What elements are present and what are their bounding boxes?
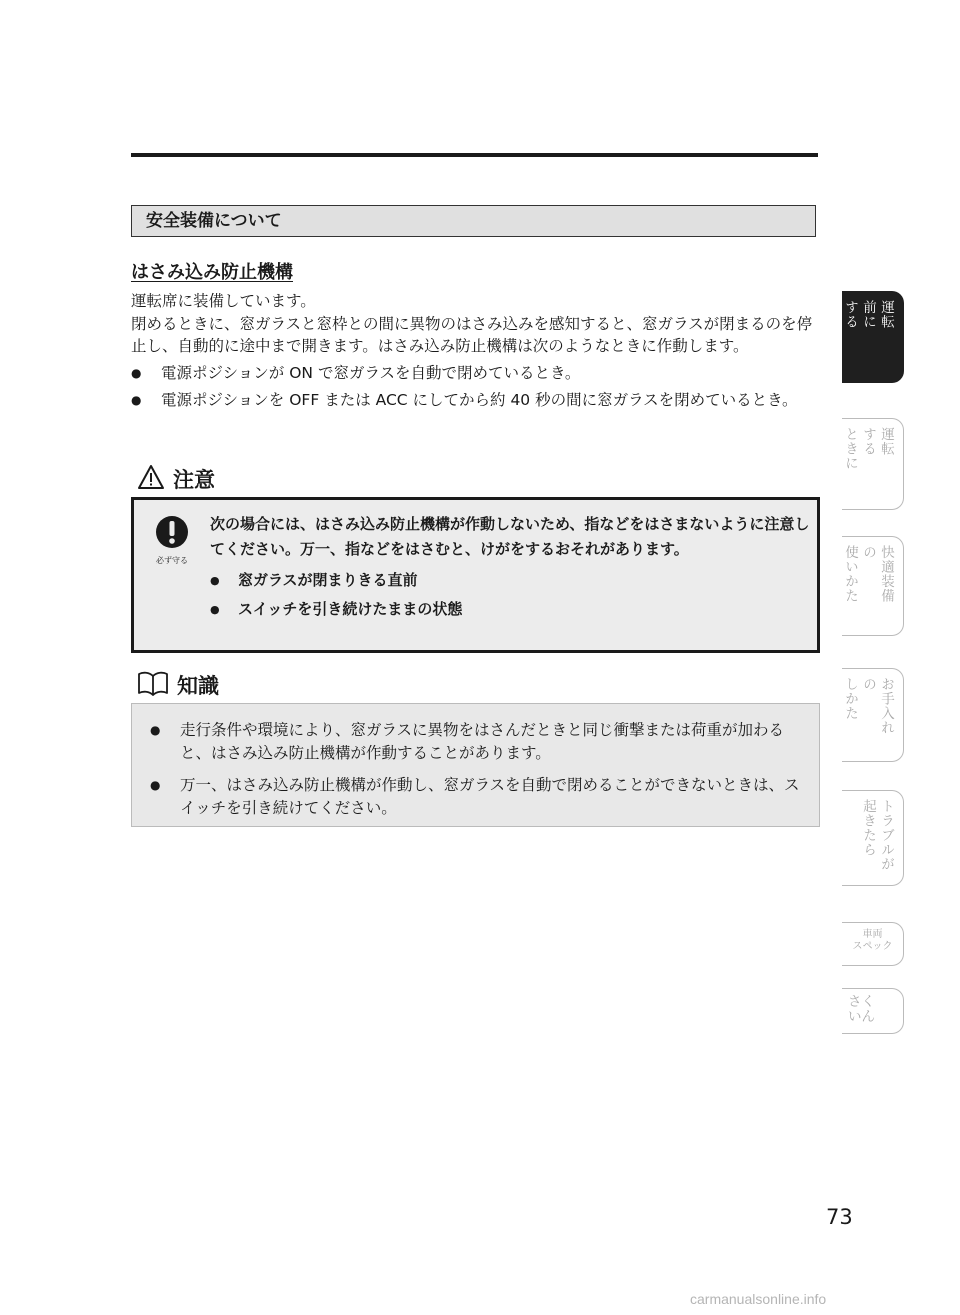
section-title: 安全装備について [131,205,816,237]
side-tab-while-driving[interactable] [842,418,904,510]
tab-line: の [860,677,876,692]
caution-list [210,568,810,622]
top-rule [131,153,818,157]
list-item: ● 電源ポジションが ON で窓ガラスを自動で閉めているとき。 [131,362,821,385]
tab-line: 快適装備 [878,545,894,603]
warning-triangle-icon [137,464,165,494]
tab-line: ときに [842,427,858,471]
side-tab-comfort-features[interactable] [842,536,904,636]
caution-heading [137,464,215,494]
tab-line: トラブルが [878,799,894,872]
tab-line: する [860,427,876,456]
knowledge-item: ● 走行条件や環境により、窓ガラスに異物をはさんだときと同じ衝撃または荷重が加わると、はさみ込み防止機構が作動することがあります。 [150,719,810,765]
intro-paragraph: 閉めるときに、窓ガラスと窓枠との間に異物のはさみ込みを感知すると、窓ガラスが閉まるのを停止し、自動的に途中まで開きます。はさみ込み防止機構は次のようなときに作動します。 [131,314,813,355]
must-observe-caption: 必ず守る [156,556,188,565]
caution-item: ● 窓ガラスが閉まりきる直前 [210,568,810,593]
subheading: はさみ込み防止機構 [131,262,293,283]
tab-line: 車両 [862,929,883,940]
caution-item: ● スイッチを引き続けたままの状態 [210,597,810,622]
side-tab-maintenance[interactable] [842,668,904,762]
tab-line: する [842,300,858,329]
knowledge-label: 知識 [177,674,219,698]
tab-line: 使いかた [842,545,858,603]
knowledge-box [131,703,820,827]
caution-text [210,512,810,626]
intro-body [131,290,821,417]
tab-line: スペック [852,941,893,952]
side-tab-before-driving[interactable] [842,291,904,383]
side-tab-specifications[interactable] [842,922,904,966]
tab-line: さく [848,994,875,1010]
list-item: ● 電源ポジションを OFF または ACC にしてから約 40 秒の間に窓ガラスを閉めているとき。 [131,389,821,412]
side-tab-troubleshooting[interactable] [842,790,904,886]
page-number: 73 [826,1205,853,1229]
tab-line: しかた [842,677,858,721]
knowledge-item: ● 万一、はさみ込み防止機構が作動し、窓ガラスを自動で閉めることができないときは、スイッチを引き続けてください。 [150,774,810,820]
tab-line: 前に [860,300,876,329]
tab-line: お手入れ [878,677,894,735]
knowledge-list [150,719,810,829]
side-tab-index[interactable] [842,988,904,1034]
caution-paragraph: 次の場合には、はさみ込み防止機構が作動しないため、指などをはさまないように注意してください。万一、指などをはさむと、けがをするおそれがあります。 [210,515,810,558]
must-observe-icon [152,514,192,566]
tab-line: 運転 [878,300,894,329]
tab-line: 運転 [878,427,894,456]
caution-label: 注意 [173,468,215,492]
activation-list [131,362,821,412]
tab-line: の [860,545,876,560]
tab-line: 起きたら [860,799,876,857]
book-icon [137,670,169,700]
tab-line: いん [848,1009,875,1025]
intro-line: 運転席に装備しています。 [131,292,316,310]
caution-box [131,497,820,653]
watermark: carmanualsonline.info [690,1291,827,1307]
knowledge-heading [137,670,219,700]
